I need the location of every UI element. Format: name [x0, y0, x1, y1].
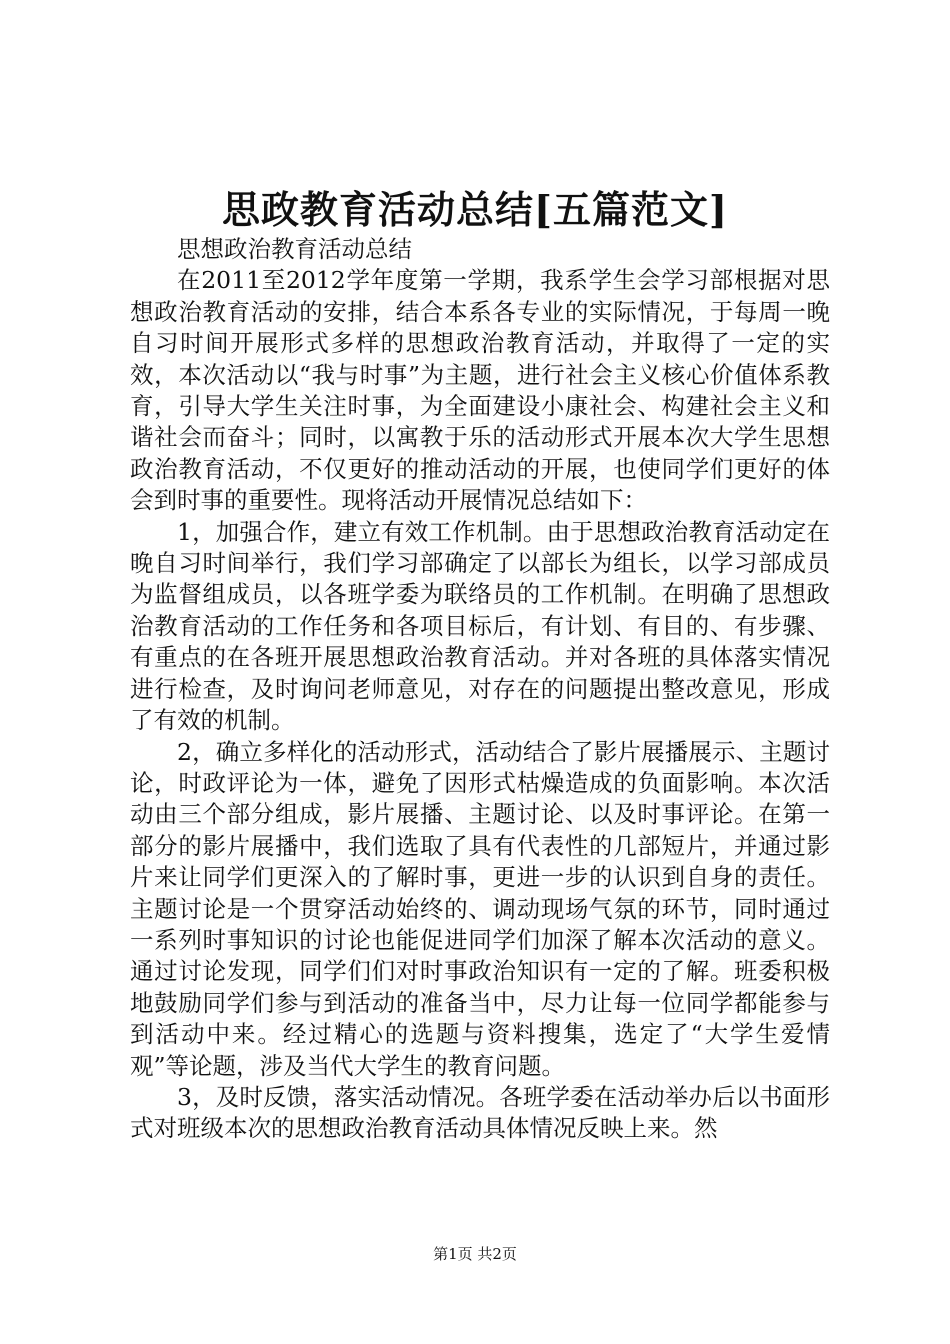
page-footer: 第1页 共2页	[433, 1245, 517, 1263]
document-title: 思政教育活动总结[五篇范文]	[222, 187, 728, 232]
paragraph-point-3: 3，及时反馈，落实活动情况。各班学委在活动举办后以书面形式对班级本次的思想政治教育活动具体情况反映上来。然	[130, 1082, 830, 1143]
paragraph-intro: 在2011至2012学年度第一学期，我系学生会学习部根据对思想政治教育活动的安排，结合本系各专业的实际情况，于每周一晚自习时间开展形式多样的思想政治教育活动，并取得了一定的实效，本次活动以“我与时事”为主题，进行社会主义核心价值体系教育，引导大学生关注时事，为全面建设小康社会、构建社会主义和谐社会而奋斗；同时，以寓教于乐的活动形式开展本次大学生思想政治教育活动，不仅更好的推动活动的开展，也使同学们更好的体会到时事的重要性。现将活动开展情况总结如下：	[130, 266, 830, 515]
document-subtitle: 思想政治教育活动总结	[177, 235, 412, 263]
paragraph-point-2: 2，确立多样化的活动形式，活动结合了影片展播展示、主题讨论，时政评论为一体，避免了因形式枯燥造成的负面影响。本次活动由三个部分组成，影片展播、主题讨论、以及时事评论。在第一部分的影片展播中，我们选取了具有代表性的几部短片，并通过影片来让同学们更深入的了解时事，更进一步的认识到自身的责任。主题讨论是一个贯穿活动始终的、调动现场气氛的环节，同时通过一系列时事知识的讨论也能促进同学们加深了解本次活动的意义。通过讨论发现，同学们们对时事政治知识有一定的了解。班委积极地鼓励同学们参与到活动的准备当中，尽力让每一位同学都能参与到活动中来。经过精心的选题与资料搜集，选定了“大学生爱情观”等论题，涉及当代大学生的教育问题。	[130, 737, 830, 1080]
paragraph-point-1: 1，加强合作，建立有效工作机制。由于思想政治教育活动定在晚自习时间举行，我们学习部确定了以部长为组长，以学习部成员为监督组成员，以各班学委为联络员的工作机制。在明确了思想政治教育活动的工作任务和各项目标后，有计划、有目的、有步骤、有重点的在各班开展思想政治教育活动。并对各班的具体落实情况进行检查，及时询问老师意见，对存在的问题提出整改意见，形成了有效的机制。	[130, 517, 830, 735]
document-body	[130, 234, 830, 1145]
